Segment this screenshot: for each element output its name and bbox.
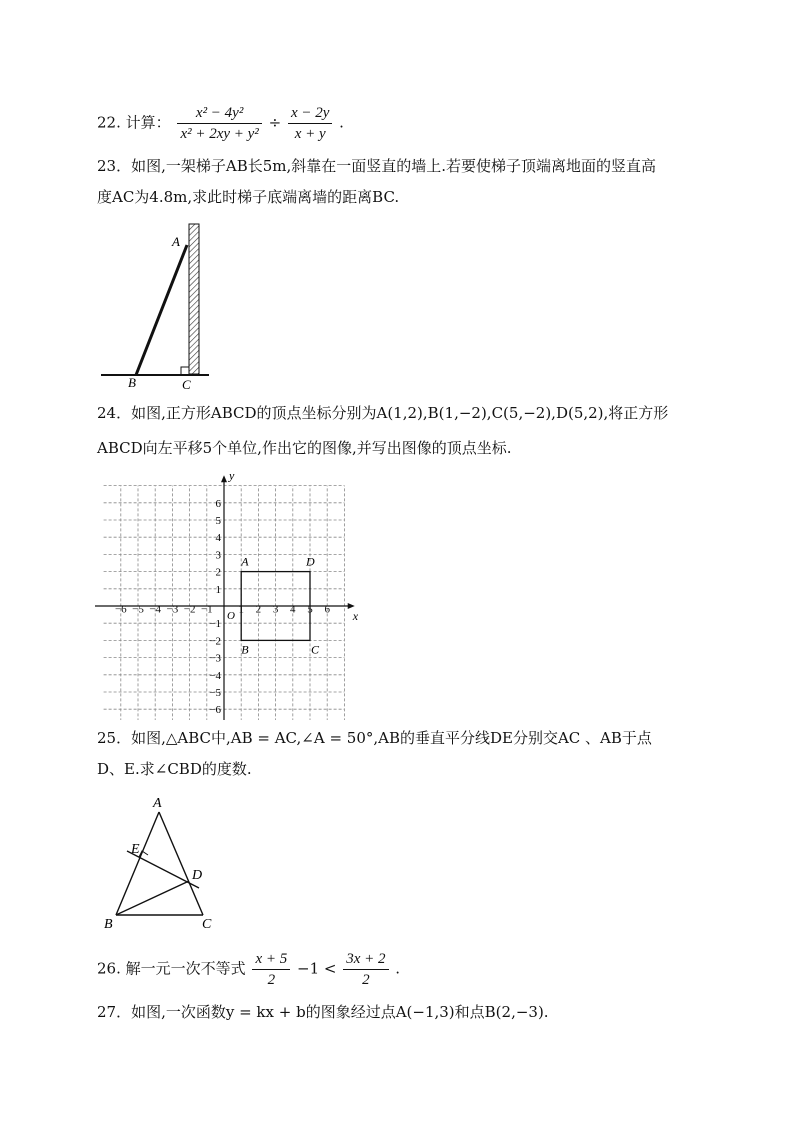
x-tick-label: −2: [183, 603, 196, 616]
side-AC: [159, 812, 203, 915]
label-E: E: [131, 842, 140, 857]
q26-number: 26.: [97, 959, 121, 978]
label-A: A: [172, 234, 180, 249]
q24-line-1: 24．如图,正方形ABCD的顶点坐标分别为A(1,2),B(1,−2),C(5,−2),D(5,2),将正方形: [97, 404, 669, 422]
label-B: B: [104, 917, 113, 932]
question-26: [97, 949, 400, 990]
x-tick-label: −4: [149, 603, 162, 616]
label-C: C: [202, 917, 212, 932]
y-axis-label: y: [229, 468, 235, 483]
q22-number: 22.: [97, 113, 121, 132]
q26-frac1-numerator: x + 5: [252, 949, 290, 970]
q22-frac2-numerator: x − 2y: [288, 103, 332, 124]
q25-line-1: 25．如图,△ABC中,AB = AC,∠A = 50°,AB的垂直平分线DE分别交AC 、AB于点: [97, 729, 652, 747]
q26-frac1-denominator: 2: [267, 972, 276, 988]
q23-line-2: 度AC为4.8m,求此时梯子底端离墙的距离BC.: [97, 188, 400, 206]
q24-line-2: ABCD向左平移5个单位,作出它的图像,并写出图像的顶点坐标.: [97, 439, 512, 457]
q25-line-2: D、E.求∠CBD的度数.: [97, 760, 252, 778]
vertex-label-A: A: [241, 554, 249, 569]
x-tick-label: 5: [307, 603, 313, 616]
x-tick-label: 3: [272, 603, 279, 616]
q22-lead: 计算：: [125, 113, 171, 132]
y-tick-label: 1: [215, 583, 221, 596]
label-D: D: [192, 868, 203, 883]
y-tick-label: 5: [215, 515, 221, 527]
q22-operator: ÷: [268, 113, 282, 132]
x-tick-label: 1: [238, 603, 244, 616]
x-tick-label: −3: [166, 603, 179, 616]
label-C: C: [182, 377, 191, 392]
q22-frac1-numerator: x² − 4y²: [177, 103, 261, 124]
q26-fraction-1: [252, 949, 290, 990]
y-tick-label: 2: [215, 566, 221, 579]
y-tick-label: −1: [209, 618, 221, 631]
q26-frac2-denominator: 2: [362, 972, 370, 988]
y-tick-label: −3: [209, 652, 221, 665]
q26-frac2-numerator: 3x + 2: [343, 949, 388, 970]
x-tick-label: 2: [255, 603, 262, 616]
vertex-label-D: D: [306, 554, 315, 569]
q26-fraction-2: [343, 949, 388, 990]
vertex-label-C: C: [311, 642, 320, 657]
origin-label: O: [227, 610, 235, 622]
q26-end: .: [395, 959, 401, 978]
q27-line-1: 27．如图,一次函数y = kx + b的图象经过点A(−1,3)和点B(2,−3).: [97, 1003, 549, 1021]
segment-BD: [116, 881, 189, 915]
y-tick-label: −4: [209, 669, 221, 682]
x-tick-label: 4: [290, 603, 296, 616]
y-tick-label: 6: [215, 497, 221, 510]
x-axis-label: x: [352, 609, 359, 623]
q26-middle: −1 <: [297, 959, 337, 978]
q23-line-1: 23．如图,一架梯子AB长5m,斜靠在一面竖直的墙上.若要使梯子顶端离地面的竖直高: [97, 157, 657, 175]
x-tick-label: −5: [132, 603, 144, 616]
x-tick-label: −1: [200, 603, 213, 616]
x-tick-label: −6: [114, 603, 127, 616]
q22-end: .: [339, 113, 344, 132]
q22-frac1-denominator: x² + 2xy + y²: [180, 126, 259, 142]
y-tick-label: −2: [209, 635, 221, 648]
label-B: B: [128, 375, 136, 390]
y-tick-label: −5: [209, 687, 221, 699]
y-tick-label: −6: [209, 704, 221, 717]
q22-frac2-denominator: x + y: [294, 126, 326, 142]
x-tick-label: 6: [324, 603, 330, 616]
q26-lead: 解一元一次不等式: [125, 959, 246, 978]
y-tick-label: 4: [215, 532, 221, 545]
vertex-label-B: B: [241, 642, 249, 657]
label-A: A: [153, 796, 162, 811]
y-tick-label: 3: [215, 549, 221, 562]
